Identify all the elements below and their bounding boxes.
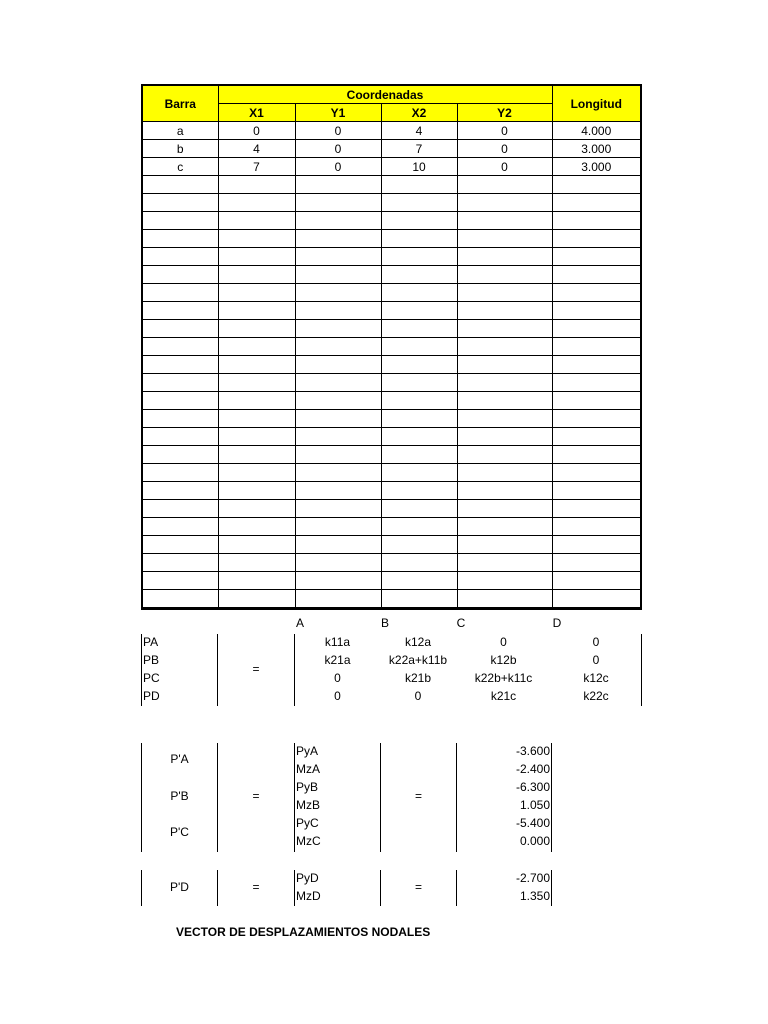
header-y1[interactable]: Y1 — [295, 104, 381, 122]
empty-cell[interactable] — [457, 212, 552, 230]
empty-cell[interactable] — [552, 518, 641, 536]
empty-cell[interactable] — [457, 428, 552, 446]
load-component: MzC — [296, 834, 321, 848]
empty-cell[interactable] — [552, 266, 641, 284]
empty-cell[interactable] — [142, 464, 218, 482]
loads2-values-close-bracket — [551, 870, 552, 906]
empty-cell[interactable] — [218, 536, 295, 554]
load-component: PyC — [296, 816, 319, 830]
empty-cell[interactable] — [381, 212, 457, 230]
empty-cell[interactable] — [457, 392, 552, 410]
empty-cell[interactable] — [218, 302, 295, 320]
table-row-empty — [142, 536, 641, 554]
empty-cell[interactable] — [142, 428, 218, 446]
empty-cell[interactable] — [218, 374, 295, 392]
matrix-cell: k22a+k11b — [388, 653, 448, 667]
empty-cell[interactable] — [381, 374, 457, 392]
load-component: MzB — [296, 798, 320, 812]
empty-cell[interactable] — [142, 410, 218, 428]
table-row-empty — [142, 572, 641, 590]
loads-values-close-bracket — [551, 743, 552, 852]
cell-x2[interactable]: 4 — [381, 122, 457, 140]
load-value: 0.000 — [519, 834, 550, 848]
empty-cell[interactable] — [381, 230, 457, 248]
empty-cell[interactable] — [295, 482, 381, 500]
cell-barra[interactable]: a — [142, 122, 218, 140]
table-row — [142, 140, 641, 158]
empty-cell[interactable] — [142, 320, 218, 338]
empty-cell[interactable] — [218, 266, 295, 284]
empty-cell[interactable] — [142, 590, 218, 609]
load-label-pc: P'C — [170, 825, 189, 839]
table-row-empty — [142, 302, 641, 320]
empty-cell[interactable] — [142, 356, 218, 374]
empty-cell[interactable] — [295, 230, 381, 248]
loads2-equals-right: = — [414, 880, 422, 894]
empty-cell[interactable] — [142, 266, 218, 284]
table-row-empty — [142, 446, 641, 464]
empty-cell[interactable] — [218, 212, 295, 230]
empty-cell[interactable] — [295, 356, 381, 374]
empty-cell[interactable] — [295, 518, 381, 536]
empty-cell[interactable] — [552, 212, 641, 230]
empty-cell[interactable] — [381, 248, 457, 266]
empty-cell[interactable] — [295, 266, 381, 284]
empty-cell[interactable] — [381, 194, 457, 212]
cell-barra[interactable]: c — [142, 158, 218, 176]
cell-y2[interactable]: 0 — [457, 158, 552, 176]
empty-cell[interactable] — [381, 446, 457, 464]
cell-y2[interactable]: 0 — [457, 140, 552, 158]
cell-x2[interactable]: 7 — [381, 140, 457, 158]
empty-cell[interactable] — [552, 248, 641, 266]
empty-cell[interactable] — [552, 464, 641, 482]
empty-cell[interactable] — [552, 590, 641, 609]
matrix-cell: k21c — [490, 689, 517, 703]
table-row-empty — [142, 194, 641, 212]
table-row-empty — [142, 428, 641, 446]
empty-cell[interactable] — [457, 446, 552, 464]
empty-cell[interactable] — [457, 572, 552, 590]
empty-cell[interactable] — [381, 482, 457, 500]
empty-cell[interactable] — [295, 284, 381, 302]
empty-cell[interactable] — [457, 194, 552, 212]
empty-cell[interactable] — [295, 320, 381, 338]
table-row-empty — [142, 464, 641, 482]
empty-cell[interactable] — [381, 590, 457, 609]
empty-cell[interactable] — [457, 338, 552, 356]
empty-cell[interactable] — [552, 554, 641, 572]
matrix-cell: 0 — [334, 689, 341, 703]
empty-cell[interactable] — [218, 194, 295, 212]
empty-cell[interactable] — [381, 572, 457, 590]
empty-cell[interactable] — [381, 500, 457, 518]
empty-cell[interactable] — [295, 536, 381, 554]
empty-cell[interactable] — [295, 464, 381, 482]
table-row-empty — [142, 482, 641, 500]
matrix-col-header-c: C — [456, 616, 466, 630]
empty-cell[interactable] — [381, 176, 457, 194]
table-row-empty — [142, 212, 641, 230]
empty-cell[interactable] — [457, 230, 552, 248]
matrix-cell: k12c — [583, 671, 609, 685]
header-longitud[interactable]: Longitud — [552, 85, 641, 122]
empty-cell[interactable] — [218, 518, 295, 536]
header-y2[interactable]: Y2 — [457, 104, 552, 122]
load-label-pb: P'B — [170, 789, 189, 803]
empty-cell[interactable] — [552, 536, 641, 554]
matrix-cell: 0 — [592, 635, 600, 649]
empty-cell[interactable] — [218, 428, 295, 446]
matrix-row-label-pd: PD — [143, 689, 160, 703]
matrix-row-label-pa: PA — [143, 635, 159, 649]
empty-cell[interactable] — [295, 248, 381, 266]
empty-cell[interactable] — [142, 230, 218, 248]
table-row-empty — [142, 266, 641, 284]
empty-cell[interactable] — [295, 338, 381, 356]
empty-cell[interactable] — [142, 500, 218, 518]
load-value: -6.300 — [515, 780, 550, 794]
empty-cell[interactable] — [218, 500, 295, 518]
empty-cell[interactable] — [142, 302, 218, 320]
empty-cell[interactable] — [295, 590, 381, 609]
empty-cell[interactable] — [295, 374, 381, 392]
empty-cell[interactable] — [552, 446, 641, 464]
matrix-col-header-d: D — [552, 616, 562, 630]
empty-cell[interactable] — [457, 356, 552, 374]
cell-x1[interactable]: 0 — [218, 122, 295, 140]
matrix-col-header-b: B — [380, 616, 389, 630]
load-value: 1.350 — [519, 889, 550, 903]
empty-cell[interactable] — [142, 338, 218, 356]
empty-cell[interactable] — [552, 392, 641, 410]
empty-cell[interactable] — [218, 482, 295, 500]
empty-cell[interactable] — [218, 176, 295, 194]
empty-cell[interactable] — [552, 374, 641, 392]
empty-cell[interactable] — [552, 428, 641, 446]
empty-cell[interactable] — [381, 554, 457, 572]
loads-equals-right: = — [414, 789, 422, 803]
empty-cell[interactable] — [457, 176, 552, 194]
empty-cell[interactable] — [295, 554, 381, 572]
matrix-row-label-pb: PB — [143, 653, 160, 667]
empty-cell[interactable] — [295, 446, 381, 464]
empty-cell[interactable] — [552, 338, 641, 356]
table-row-empty — [142, 176, 641, 194]
header-coordenadas[interactable]: Coordenadas — [218, 85, 552, 104]
empty-cell[interactable] — [457, 500, 552, 518]
empty-cell[interactable] — [295, 212, 381, 230]
empty-cell[interactable] — [218, 590, 295, 609]
cell-y1[interactable]: 0 — [295, 140, 381, 158]
load-value: 1.050 — [519, 798, 550, 812]
empty-cell[interactable] — [457, 536, 552, 554]
empty-cell[interactable] — [142, 518, 218, 536]
coordinates-table — [141, 84, 642, 610]
empty-cell[interactable] — [218, 392, 295, 410]
load-component: MzA — [296, 762, 320, 776]
empty-cell[interactable] — [218, 464, 295, 482]
table-row-empty — [142, 500, 641, 518]
empty-cell[interactable] — [381, 320, 457, 338]
empty-cell[interactable] — [218, 446, 295, 464]
load-value: -5.400 — [515, 816, 550, 830]
load-value: -3.600 — [515, 744, 550, 758]
loads2-equals-left: = — [252, 880, 260, 894]
cell-x1[interactable]: 7 — [218, 158, 295, 176]
table-row-empty — [142, 410, 641, 428]
table-row-empty — [142, 518, 641, 536]
table-row-empty — [142, 230, 641, 248]
matrix-col-header-a: A — [295, 616, 304, 630]
empty-cell[interactable] — [552, 356, 641, 374]
matrix-cell: k11a — [324, 635, 351, 649]
matrix-cell: 0 — [414, 689, 422, 703]
empty-cell[interactable] — [295, 410, 381, 428]
empty-cell[interactable] — [218, 230, 295, 248]
empty-cell[interactable] — [552, 572, 641, 590]
table-row-empty — [142, 554, 641, 572]
empty-cell[interactable] — [457, 374, 552, 392]
empty-cell[interactable] — [552, 176, 641, 194]
empty-cell[interactable] — [457, 554, 552, 572]
empty-cell[interactable] — [142, 194, 218, 212]
cell-longitud[interactable]: 4.000 — [552, 122, 641, 140]
vector-title: VECTOR DE DESPLAZAMIENTOS NODALES — [176, 925, 431, 939]
empty-cell[interactable] — [457, 464, 552, 482]
empty-cell[interactable] — [142, 572, 218, 590]
matrix-cell: k21b — [404, 671, 432, 685]
load-component: MzD — [296, 889, 321, 903]
empty-cell[interactable] — [381, 356, 457, 374]
empty-cell[interactable] — [295, 302, 381, 320]
matrix-close-bracket — [641, 634, 642, 706]
empty-cell[interactable] — [381, 338, 457, 356]
empty-cell[interactable] — [295, 194, 381, 212]
empty-cell[interactable] — [218, 554, 295, 572]
empty-cell[interactable] — [142, 284, 218, 302]
table-row-empty — [142, 392, 641, 410]
empty-cell[interactable] — [457, 266, 552, 284]
cell-longitud[interactable]: 3.000 — [552, 140, 641, 158]
empty-cell[interactable] — [457, 518, 552, 536]
empty-cell[interactable] — [142, 392, 218, 410]
table-row-empty — [142, 590, 641, 609]
matrix-cell: 0 — [592, 653, 600, 667]
empty-cell[interactable] — [457, 284, 552, 302]
empty-cell[interactable] — [295, 428, 381, 446]
load-value: -2.700 — [515, 871, 550, 885]
load-component: PyD — [296, 871, 319, 885]
matrix-equals-sign: = — [252, 662, 260, 676]
cell-longitud[interactable]: 3.000 — [552, 158, 641, 176]
loads2-open-bracket — [294, 870, 295, 906]
empty-cell[interactable] — [142, 536, 218, 554]
matrix-cell: k21a — [324, 653, 351, 667]
empty-cell[interactable] — [381, 536, 457, 554]
table-row — [142, 122, 641, 140]
table-row-empty — [142, 356, 641, 374]
matrix-cell: k12b — [490, 653, 517, 667]
empty-cell[interactable] — [552, 194, 641, 212]
empty-cell[interactable] — [457, 248, 552, 266]
cell-y2[interactable]: 0 — [457, 122, 552, 140]
empty-cell[interactable] — [295, 500, 381, 518]
empty-cell[interactable] — [295, 176, 381, 194]
empty-cell[interactable] — [552, 284, 641, 302]
empty-cell[interactable] — [295, 392, 381, 410]
matrix-row-label-pc: PC — [143, 671, 160, 685]
header-barra[interactable]: Barra — [142, 85, 218, 122]
empty-cell[interactable] — [142, 482, 218, 500]
empty-cell[interactable] — [552, 302, 641, 320]
empty-cell[interactable] — [381, 428, 457, 446]
table-row-empty — [142, 338, 641, 356]
empty-cell[interactable] — [218, 338, 295, 356]
empty-cell[interactable] — [552, 500, 641, 518]
cell-barra[interactable]: b — [142, 140, 218, 158]
cell-x2[interactable]: 10 — [381, 158, 457, 176]
empty-cell[interactable] — [218, 410, 295, 428]
matrix-cell: 0 — [500, 635, 507, 649]
table-row-empty — [142, 248, 641, 266]
cell-x1[interactable]: 4 — [218, 140, 295, 158]
cell-y1[interactable]: 0 — [295, 158, 381, 176]
empty-cell[interactable] — [381, 518, 457, 536]
cell-y1[interactable]: 0 — [295, 122, 381, 140]
empty-cell[interactable] — [142, 176, 218, 194]
table-row-empty — [142, 320, 641, 338]
empty-cell[interactable] — [142, 374, 218, 392]
load-value: -2.400 — [515, 762, 550, 776]
matrix-cell: 0 — [334, 671, 341, 685]
empty-cell[interactable] — [218, 248, 295, 266]
empty-cell[interactable] — [381, 266, 457, 284]
header-x2[interactable]: X2 — [381, 104, 457, 122]
table-row — [142, 158, 641, 176]
matrix-cell: k22c — [583, 689, 609, 703]
load-component: PyB — [296, 780, 319, 794]
load-label-pd: P'D — [170, 880, 189, 894]
matrix-cell: k12a — [404, 635, 432, 649]
empty-cell[interactable] — [218, 284, 295, 302]
table-row-empty — [142, 374, 641, 392]
empty-cell[interactable] — [142, 554, 218, 572]
loads-equals-left: = — [252, 789, 260, 803]
empty-cell[interactable] — [381, 284, 457, 302]
load-label-pa: P'A — [170, 752, 189, 766]
empty-cell[interactable] — [381, 410, 457, 428]
table-row-empty — [142, 284, 641, 302]
empty-cell[interactable] — [552, 410, 641, 428]
matrix-cell: k22b+k11c — [474, 671, 533, 685]
empty-cell[interactable] — [142, 248, 218, 266]
matrix-left-bracket — [141, 634, 142, 706]
header-x1[interactable]: X1 — [218, 104, 295, 122]
empty-cell[interactable] — [552, 482, 641, 500]
empty-cell[interactable] — [381, 392, 457, 410]
empty-cell[interactable] — [457, 482, 552, 500]
empty-cell[interactable] — [142, 446, 218, 464]
empty-cell[interactable] — [457, 320, 552, 338]
empty-cell[interactable] — [457, 590, 552, 609]
empty-cell[interactable] — [218, 356, 295, 374]
empty-cell[interactable] — [218, 572, 295, 590]
loads-open-bracket — [294, 743, 295, 852]
load-component: PyA — [296, 744, 319, 758]
empty-cell[interactable] — [552, 230, 641, 248]
empty-cell[interactable] — [218, 320, 295, 338]
empty-cell[interactable] — [381, 464, 457, 482]
empty-cell[interactable] — [552, 320, 641, 338]
empty-cell[interactable] — [295, 572, 381, 590]
empty-cell[interactable] — [457, 410, 552, 428]
empty-cell[interactable] — [457, 302, 552, 320]
empty-cell[interactable] — [381, 302, 457, 320]
empty-cell[interactable] — [142, 212, 218, 230]
